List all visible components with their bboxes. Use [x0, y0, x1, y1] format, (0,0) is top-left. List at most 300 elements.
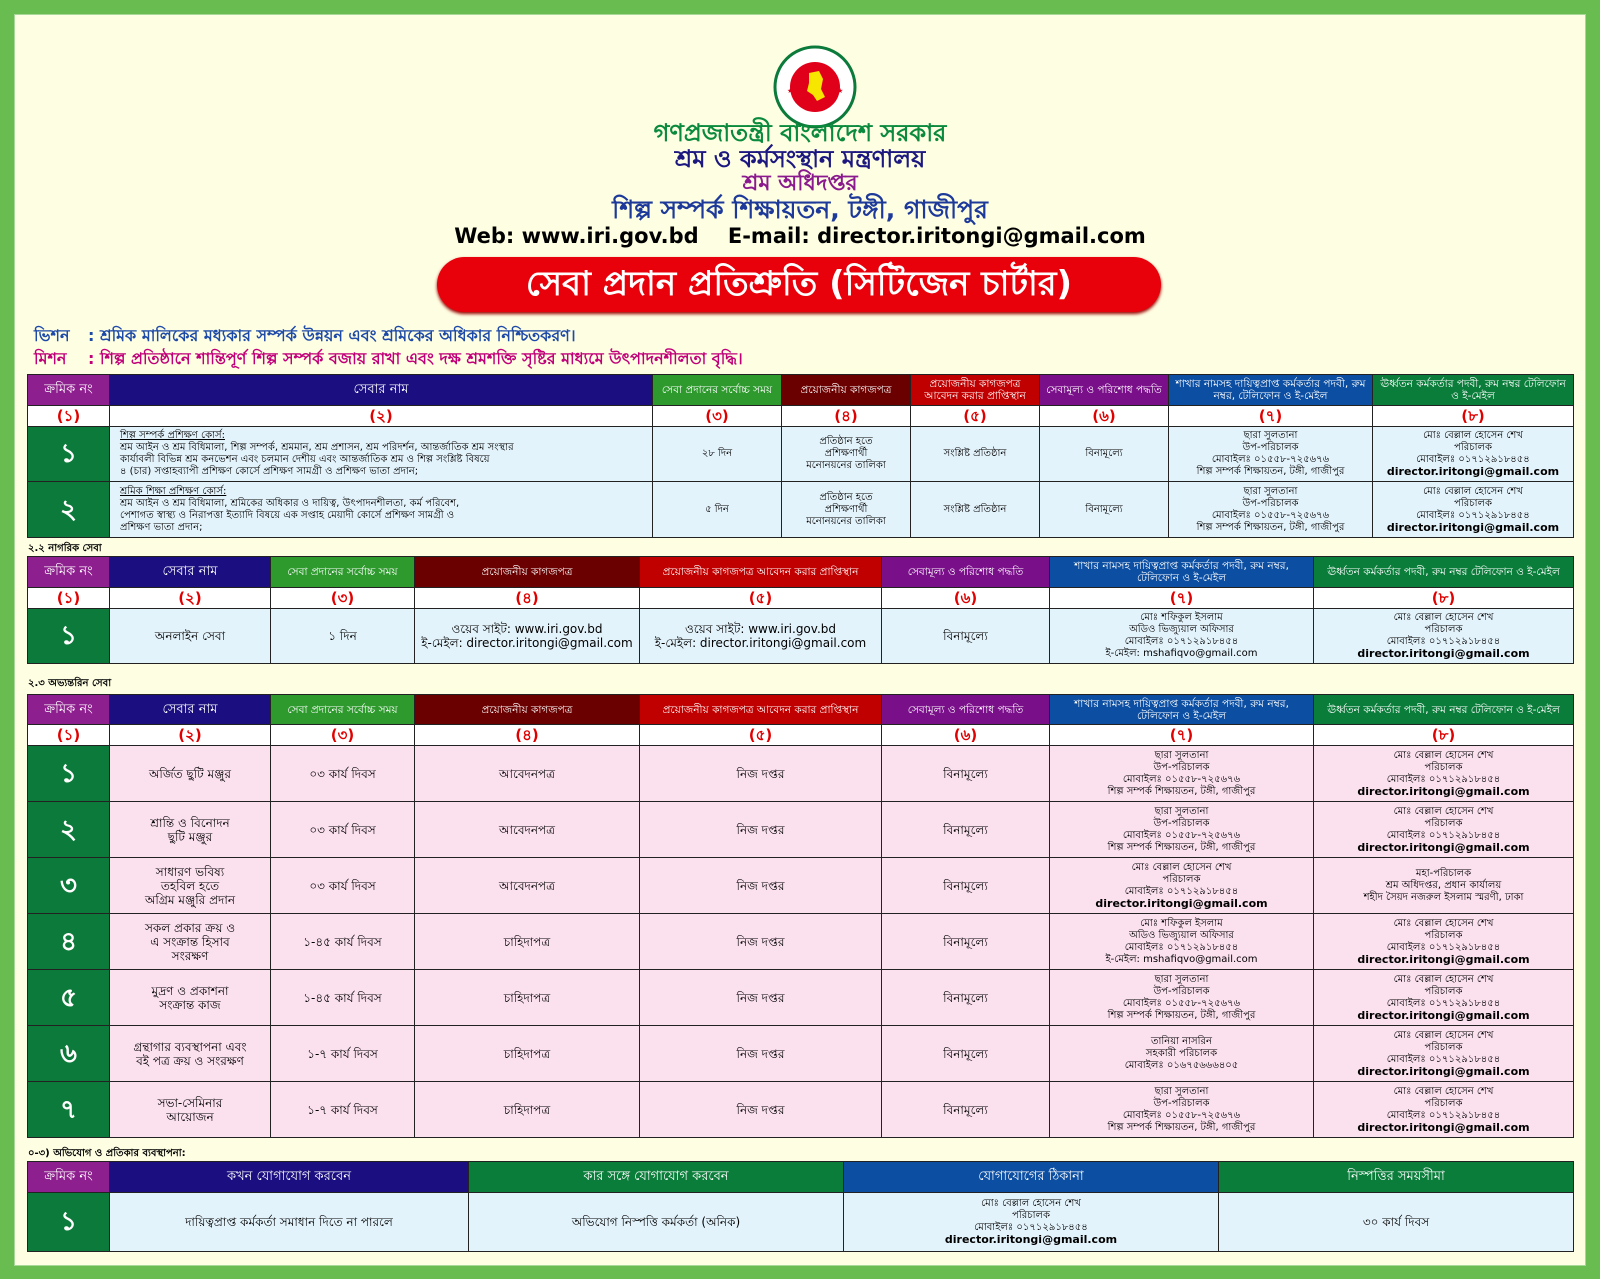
cell-line: সকল প্রকার ক্রয় ও [144, 920, 236, 935]
serial-number [28, 1193, 110, 1252]
table-cell [110, 970, 271, 1026]
column-number: (৫) [911, 406, 1040, 427]
table-row [28, 609, 1574, 664]
table-header-row [28, 375, 1574, 406]
cell-line: পরিচালক [1424, 1097, 1463, 1109]
cell-line: নিজ দপ্তর [736, 766, 785, 781]
serial-text: ১ [60, 758, 77, 789]
cell-line: বিনামূল্যে [1085, 448, 1123, 459]
cell-line: মোবাইলঃ ০১৭১২৯১৮৪৫৪ [1386, 941, 1501, 953]
cell-line: শিল্প সম্পর্ক শিক্ষায়তন, টঙ্গী, গাজীপুর [1107, 841, 1256, 853]
svg-text:★: ★ [837, 87, 844, 95]
column-header: ক্রমিক নং [28, 695, 110, 725]
service-table [27, 1161, 1574, 1252]
table-cell [1050, 802, 1314, 858]
cell-line: মোঃ বেল্লাল হোসেন শেখ [1131, 861, 1232, 873]
table-row [28, 802, 1574, 858]
table-cell [415, 802, 640, 858]
table-cell [653, 482, 782, 538]
table-cell [1314, 970, 1574, 1026]
cell-line: director.iritongi@gmail.com [944, 1233, 1118, 1246]
cell-line: উপ-পরিচালক [1242, 442, 1299, 453]
table-cell [844, 1193, 1219, 1252]
column-number: (৬) [882, 725, 1050, 746]
column-number: (৪) [782, 406, 911, 427]
cell-line: শ্রম অধিদপ্তর, প্রধান কার্যালয় [1385, 879, 1502, 891]
cell-line: বিনামূল্যে [1085, 503, 1123, 515]
table-cell [640, 914, 882, 970]
column-header: প্রয়োজনীয় কাগজপত্র [415, 695, 640, 725]
table-cell [640, 970, 882, 1026]
column-header: সেবার নাম [110, 557, 271, 588]
table-row [28, 1026, 1574, 1082]
cell-line: সংশ্লিষ্ট প্রতিষ্ঠান [943, 503, 1007, 515]
cell-line: সহকারী পরিচালক [1145, 1047, 1218, 1059]
table-cell [882, 1082, 1050, 1138]
table-cell [1050, 858, 1314, 914]
table-header-row [28, 695, 1574, 725]
cell-line: অর্জিত ছুটি মঞ্জুর [149, 766, 231, 781]
table-cell [911, 482, 1040, 538]
cell-line: বিনামূল্যে [943, 878, 988, 893]
cell-line: তানিয়া নাসরিন [1150, 1035, 1212, 1047]
cell-line: ছারা সুলতানা [1243, 485, 1298, 497]
cell-line: এ সংক্রান্ত হিসাব [150, 934, 230, 949]
cell-line: ২৮ দিন [701, 448, 733, 459]
table-cell [882, 914, 1050, 970]
column-header: প্রয়োজনীয় কাগজপত্র আবেদন করার প্রাপ্তিস্থান [911, 375, 1040, 406]
cell-line: শিল্প সম্পর্ক শিক্ষায়তন, টঙ্গী, গাজীপুর [1107, 1121, 1256, 1133]
cell-line: পরিচালক [1424, 929, 1463, 941]
column-number: (৫) [640, 725, 882, 746]
serial-number [28, 1082, 110, 1138]
cell-line: ১-৪৫ কার্য দিবস [303, 934, 382, 949]
column-header: প্রয়োজনীয় কাগজপত্র আবেদন করার প্রাপ্তিস্থান [640, 695, 882, 725]
cell-line: মোবাইলঃ ০১৭১২৯১৮৪৫৪ [1386, 829, 1501, 841]
cell-line: ওয়েব সাইট: www.iri.gov.bd [684, 622, 836, 636]
cell-line: শহীদ সৈয়দ নজরুল ইসলাম স্মরণী, ঢাকা [1363, 891, 1524, 903]
column-number-row [28, 588, 1574, 609]
column-header: সেবামূল্য ও পরিশোধ পদ্ধতি [882, 557, 1050, 588]
column-number: (৫) [640, 588, 882, 609]
service-table [27, 556, 1574, 664]
serial-text: ৫ [60, 982, 77, 1013]
cell-line: নিজ দপ্তর [736, 934, 785, 949]
serial-number [28, 970, 110, 1026]
cell-line: মোবাইলঃ ০১৫৫৮-৭২৫৬৭৬ [1122, 1109, 1241, 1121]
cell-line: ০৩ কার্য দিবস [309, 822, 376, 837]
cell-line: director.iritongi@gmail.com [1357, 1008, 1530, 1022]
table-cell [782, 482, 911, 538]
cell-line: উপ-পরিচালক [1153, 1097, 1210, 1109]
table-row [28, 914, 1574, 970]
cell-line: মোঃ বেল্লাল হোসেন শেখ [1423, 430, 1523, 441]
table-cell [1050, 609, 1314, 664]
table-cell [110, 1193, 469, 1252]
cell-line: তহবিল হতে [160, 878, 220, 893]
table-cell [1040, 427, 1169, 482]
table-cell [882, 609, 1050, 664]
cell-line: director.iritongi@gmail.com [1095, 896, 1268, 910]
cell-line: ছারা সুলতানা [1154, 1085, 1209, 1097]
cell-line: মোবাইলঃ ০১৭১২৯১৮৪৫৪ [974, 1222, 1088, 1233]
table-cell [415, 914, 640, 970]
table-cell [653, 427, 782, 482]
serial-text: ১ [60, 1207, 77, 1237]
column-header: কখন যোগাযোগ করবেন [110, 1162, 469, 1193]
table-cell [271, 1082, 415, 1138]
cell-line: অভিযোগ নিস্পত্তি কর্মকর্তা (অনিক) [571, 1215, 741, 1229]
table-cell [1373, 427, 1574, 482]
cell-line: মোঃ বেল্লাল হোসেন শেখ [1393, 1085, 1494, 1097]
cell-line: অডিও ভিজ্যুয়াল অফিসার [1129, 929, 1234, 941]
cell-line: অগ্রিম মঞ্জুরি প্রদান [145, 892, 235, 907]
cell-line: বিনামূল্যে [943, 1102, 988, 1117]
cell-line: director.iritongi@gmail.com [1357, 784, 1530, 798]
table-cell [271, 609, 415, 664]
cell-line: ছুটি মঞ্জুর [167, 829, 213, 844]
cell-line: director.iritongi@gmail.com [1357, 1120, 1530, 1134]
table-cell [640, 746, 882, 802]
table-cell [110, 427, 653, 482]
cell-line: পরিচালক [1012, 1210, 1050, 1221]
cell-line: ৫ দিন [705, 503, 729, 515]
table-cell [271, 802, 415, 858]
table-caption: ২.২ নাগরিক সেবা [28, 543, 102, 554]
institute-title: শিল্প সম্পর্ক শিক্ষায়তন, টঙ্গী, গাজীপুর [612, 195, 988, 224]
cell-line: বিনামূল্যে [943, 990, 988, 1005]
column-number: (২) [110, 725, 271, 746]
column-header: ক্রমিক নং [28, 375, 110, 406]
column-header: শাখার নামসহ দায়িত্বপ্রাপ্ত কর্মকর্তার পদবী, রুম নম্বর, টেলিফোন ও ই-মেইল [1050, 695, 1314, 725]
ministry-title: শ্রম ও কর্মসংস্থান মন্ত্রণালয় [674, 145, 926, 173]
table-row [28, 970, 1574, 1026]
cell-line: বিনামূল্যে [943, 822, 988, 837]
cell-line: মোঃ বেল্লাল হোসেন শেখ [1393, 612, 1494, 623]
cell-line: ৩০ কার্য দিবস [1362, 1215, 1430, 1229]
web-email-line: Web: www.iri.gov.bd E-mail: director.iritongi@gmail.com [454, 224, 1146, 248]
cell-line: শ্রম আইন ও শ্রম বিধিমালা, শিল্প সম্পর্ক, শ্রমমান, শ্রম প্রশাসন, শ্রম পরিদর্শন, আন্তর্জাতিক শ্রম সংস্থার [120, 442, 514, 453]
column-header: সেবা প্রদানের সর্বোচ্চ সময় [271, 695, 415, 725]
cell-line: সংশ্লিষ্ট প্রতিষ্ঠান [943, 448, 1007, 459]
table-caption: ০-৩) অভিযোগ ও প্রতিকার ব্যবস্থাপনা: [28, 1148, 186, 1159]
cell-line: মোবাইলঃ ০১৫৫৮-৭২৫৬৭৬ [1122, 773, 1241, 785]
column-header: যোগাযোগের ঠিকানা [844, 1162, 1219, 1193]
table-cell [882, 1026, 1050, 1082]
column-number: (৮) [1314, 588, 1574, 609]
column-header: ঊর্ধ্বতন কর্মকর্তার পদবী, রুম নম্বর টেলিফোন ও ই-মেইল [1373, 375, 1574, 406]
cell-line: শ্রম আইন ও শ্রম বিধিমালা, শ্রমিকের অধিকার ও দায়িত্ব, উৎপাদনশীলতা, কর্ম পরিবেশ, [120, 497, 460, 509]
column-number: (৮) [1373, 406, 1574, 427]
column-header: শাখার নামসহ দায়িত্বপ্রাপ্ত কর্মকর্তার পদবী, রুম নম্বর, টেলিফোন ও ই-মেইল [1169, 375, 1373, 406]
column-header: ঊর্ধ্বতন কর্মকর্তার পদবী, রুম নম্বর টেলিফোন ও ই-মেইল [1314, 695, 1574, 725]
cell-line: নিজ দপ্তর [736, 878, 785, 893]
column-header: শাখার নামসহ দায়িত্বপ্রাপ্ত কর্মকর্তার পদবী, রুম নম্বর, টেলিফোন ও ই-মেইল [1050, 557, 1314, 588]
cell-line: উপ-পরিচালক [1153, 761, 1210, 773]
column-number: (১) [28, 725, 110, 746]
cell-line: ০৩ কার্য দিবস [309, 878, 376, 893]
table-cell [271, 1026, 415, 1082]
cell-line: মোবাইলঃ ০১৭১২৯১৮৪৫৪ [1386, 997, 1501, 1009]
table-cell [640, 1082, 882, 1138]
cell-line: দায়িত্বপ্রাপ্ত কর্মকর্তা সমাধান দিতে না পারলে [185, 1215, 393, 1229]
table-cell [110, 609, 271, 664]
cell-line: বিনামূল্যে [943, 766, 988, 781]
serial-number [28, 802, 110, 858]
cell-line: ৪ (চার) সপ্তাহব্যাপী প্রশিক্ষণ কোর্সে প্রশিক্ষণ সামগ্রী ও প্রশিক্ষণ ভাতা প্রদান; [120, 466, 419, 477]
cell-line: উপ-পরিচালক [1153, 985, 1210, 997]
cell-line: ১-৭ কার্য দিবস [307, 1046, 378, 1061]
cell-line: মোবাইলঃ ০১৭১২৯১৮৪৫৪ [1124, 941, 1239, 953]
table-cell [1314, 746, 1574, 802]
cell-line: প্রতিষ্ঠান হতে [819, 491, 873, 503]
table-cell [469, 1193, 844, 1252]
table-cell [640, 802, 882, 858]
cell-line: director.iritongi@gmail.com [1357, 840, 1530, 854]
cell-line: অনলাইন সেবা [154, 629, 226, 643]
table-cell [882, 746, 1050, 802]
table-cell [1373, 482, 1574, 538]
cell-line: প্রতিষ্ঠান হতে [819, 436, 873, 447]
cell-line: মোঃ বেল্লাল হোসেন শেখ [1393, 749, 1494, 761]
cell-line: মহা-পরিচালক [1415, 867, 1472, 879]
column-header: নিস্পত্তির সময়সীমা [1219, 1162, 1574, 1193]
table-cell [415, 858, 640, 914]
cell-line: নিজ দপ্তর [736, 822, 785, 837]
cell-line: নিজ দপ্তর [736, 1046, 785, 1061]
table-row [28, 858, 1574, 914]
cell-line: মোঃ শফিকুল ইসলাম [1140, 917, 1223, 929]
table-cell [1314, 1026, 1574, 1082]
cell-line: পরিচালক [1424, 624, 1463, 635]
table-cell [882, 802, 1050, 858]
cell-line: পেশাগত স্বাস্থ্য ও নিরাপত্তা ইত্যাদি বিষয়ে এক সপ্তাহ মেয়াদী কোর্সে প্রশিক্ষণ সামগ্রী ও [120, 509, 455, 521]
cell-line: সংরক্ষণ [171, 948, 209, 963]
table-header-row [28, 557, 1574, 588]
column-header: ঊর্ধ্বতন কর্মকর্তার পদবী, রুম নম্বর টেলিফোন ও ই-মেইল [1314, 557, 1574, 588]
service-table [27, 694, 1574, 1138]
table-cell [1040, 482, 1169, 538]
column-number: (১) [28, 588, 110, 609]
cell-line: director.iritongi@gmail.com [1357, 1064, 1530, 1078]
cell-line: মনোনয়নের তালিকা [806, 460, 886, 471]
cell-line: প্রশিক্ষণার্থী [824, 448, 868, 459]
column-header: ক্রমিক নং [28, 1162, 110, 1193]
cell-line: মোঃ শফিকুল ইসলাম [1140, 612, 1223, 623]
cell-line: ছারা সুলতানা [1154, 973, 1209, 985]
cell-line: মোবাইলঃ ০১৭১২৯১৮৪৫৪ [1386, 1109, 1501, 1121]
vision-label: ভিশন [34, 326, 70, 345]
serial-text: ২ [60, 814, 77, 845]
department-title: শ্রম অধিদপ্তর [742, 171, 858, 196]
cell-line: উপ-পরিচালক [1153, 817, 1210, 829]
table-cell [1050, 1082, 1314, 1138]
table-cell [640, 1026, 882, 1082]
cell-line: মোবাইলঃ ০১৬৭৫৬৬৬৪০৫ [1124, 1059, 1239, 1071]
cell-line: ই-মেইল: mshafiqvo@gmail.com [1105, 648, 1258, 659]
citizen-charter-banner: সেবা প্রদান প্রতিশ্রুতি (সিটিজেন চার্টার) [437, 257, 1161, 312]
serial-text: ৪ [60, 926, 77, 957]
table-cell [415, 746, 640, 802]
cell-line: পরিচালক [1454, 442, 1492, 453]
table-cell [415, 970, 640, 1026]
serial-number [28, 482, 110, 538]
table-cell [640, 609, 882, 664]
svg-text:★: ★ [787, 87, 794, 95]
cell-line: শিল্প সম্পর্ক প্রশিক্ষণ কোর্স: [120, 430, 225, 441]
cell-line: সংক্রান্ত কাজ [159, 997, 221, 1012]
table-cell [110, 1026, 271, 1082]
column-number: (১) [28, 406, 110, 427]
serial-text: ২ [60, 494, 77, 525]
cell-line: মোবাইলঃ ০১৭১২৯১৮৪৫৪ [1124, 636, 1239, 647]
table-header-row [28, 1162, 1574, 1193]
column-header: সেবার নাম [110, 695, 271, 725]
table-cell [271, 914, 415, 970]
table-cell [1314, 1082, 1574, 1138]
cell-line: মোঃ বেল্লাল হোসেন শেখ [1393, 917, 1494, 929]
vision-text: : শ্রমিক মালিকের মধ্যকার সম্পর্ক উন্নয়ন এবং শ্রমিকের অধিকার নিশ্চিতকরণ। [88, 326, 576, 345]
column-number: (৭) [1050, 725, 1314, 746]
cell-line: সভা-সেমিনার [157, 1095, 223, 1110]
column-number: (৩) [271, 588, 415, 609]
cell-line: বিনামূল্যে [943, 934, 988, 949]
cell-line: মোঃ বেল্লাল হোসেন শেখ [1393, 973, 1494, 985]
mission-text: : শিল্প প্রতিষ্ঠানে শান্তিপূর্ণ শিল্প সম্পর্ক বজায় রাখা এবং দক্ষ শ্রমশক্তি সৃষ্টির মাধ্যমে উৎপাদনশীলতা বৃদ্ধি। [88, 349, 743, 368]
cell-line: অডিও ভিজ্যুয়াল অফিসার [1129, 624, 1234, 635]
cell-line: ই-মেইল: director.iritongi@gmail.com [654, 636, 867, 650]
serial-number [28, 1026, 110, 1082]
serial-number [28, 858, 110, 914]
table-cell [415, 609, 640, 664]
column-header: সেবা প্রদানের সর্বোচ্চ সময় [653, 375, 782, 406]
table-row [28, 1193, 1574, 1252]
cell-line: শিল্প সম্পর্ক শিক্ষায়তন, টঙ্গী, গাজীপুর [1107, 785, 1256, 797]
table-cell [110, 482, 653, 538]
table-cell [271, 858, 415, 914]
cell-line: পরিচালক [1424, 761, 1463, 773]
table-caption: ২.৩ অভ্যন্তরিন সেবা [28, 678, 112, 689]
cell-line: আবেদনপত্র [499, 822, 555, 837]
table-cell [415, 1026, 640, 1082]
table-cell [882, 970, 1050, 1026]
table-cell [415, 1082, 640, 1138]
column-number: (৬) [882, 588, 1050, 609]
cell-line: প্রশিক্ষণার্থী [824, 503, 868, 515]
serial-text: ১ [60, 621, 77, 651]
column-header: সেবার নাম [110, 375, 653, 406]
mission-label: মিশন [34, 349, 67, 368]
cell-line: চাহিদাপত্র [503, 990, 551, 1005]
table-cell [110, 802, 271, 858]
cell-line: মোবাইলঃ ০১৭১২৯১৮৪৫৪ [1416, 509, 1530, 521]
cell-line: director.iritongi@gmail.com [1357, 647, 1530, 660]
column-number: (৩) [271, 725, 415, 746]
cell-line: director.iritongi@gmail.com [1357, 952, 1530, 966]
column-number: (৬) [1040, 406, 1169, 427]
cell-line: সাধারণ ভবিষ্য [155, 864, 225, 879]
cell-line: শিল্প সম্পর্ক শিক্ষায়তন, টঙ্গী, গাজীপুর [1196, 521, 1345, 533]
mission-line [34, 346, 743, 373]
cell-line: প্রশিক্ষণ ভাতা প্রদান; [120, 521, 203, 533]
cell-line: ওয়েব সাইট: www.iri.gov.bd [451, 622, 603, 636]
table-cell [1169, 482, 1373, 538]
cell-line: পরিচালক [1424, 985, 1463, 997]
table-cell [911, 427, 1040, 482]
table-cell [1050, 970, 1314, 1026]
cell-line: ছারা সুলতানা [1243, 430, 1298, 441]
serial-number [28, 609, 110, 664]
table-cell [1314, 914, 1574, 970]
service-table [27, 374, 1574, 538]
cell-line: মোবাইলঃ ০১৫৫৮-৭২৫৬৭৬ [1211, 509, 1330, 521]
cell-line: মোবাইলঃ ০১৫৫৮-৭২৫৬৭৬ [1122, 997, 1241, 1009]
column-header: সেবা প্রদানের সর্বোচ্চ সময় [271, 557, 415, 588]
cell-line: ছারা সুলতানা [1154, 805, 1209, 817]
cell-line: director.iritongi@gmail.com [1386, 520, 1560, 534]
column-number: (৭) [1050, 588, 1314, 609]
cell-line: গ্রন্থাগার ব্যবস্থাপনা এবং [133, 1039, 247, 1054]
cell-line: বিনামূল্যে [943, 1046, 988, 1061]
cell-line: শ্রান্তি ও বিনোদন [150, 815, 230, 830]
cell-line: নিজ দপ্তর [736, 990, 785, 1005]
column-number: (২) [110, 406, 653, 427]
column-number: (৭) [1169, 406, 1373, 427]
column-number: (৪) [415, 725, 640, 746]
table-cell [1314, 802, 1574, 858]
cell-line: মোঃ বেল্লাল হোসেন শেখ [1423, 485, 1523, 497]
cell-line: মোবাইলঃ ০১৭১২৯১৮৪৫৪ [1386, 1053, 1501, 1065]
cell-line: কার্যাবলী বিভিন্ন শ্রম কনভেশন এবং চলমান দেশীয় এবং আন্তর্জাতিক শ্রম ও শিল্প সংশ্লিষ্ট বিষয়ে [120, 454, 490, 465]
column-number: (৮) [1314, 725, 1574, 746]
cell-line: বই পত্র ক্রয় ও সংরক্ষণ [136, 1053, 244, 1068]
table-cell [1314, 609, 1574, 664]
cell-line: শিল্প সম্পর্ক শিক্ষায়তন, টঙ্গী, গাজীপুর [1196, 466, 1345, 477]
cell-line: director.iritongi@gmail.com [1386, 465, 1560, 478]
cell-line: উপ-পরিচালক [1242, 497, 1299, 509]
serial-number [28, 914, 110, 970]
column-number: (৪) [415, 588, 640, 609]
cell-line: মোবাইলঃ ০১৭১২৯১৮৪৫৪ [1386, 773, 1501, 785]
table-cell [110, 746, 271, 802]
cell-line: শিল্প সম্পর্ক শিক্ষায়তন, টঙ্গী, গাজীপুর [1107, 1009, 1256, 1021]
cell-line: পরিচালক [1424, 1041, 1463, 1053]
cell-line: শ্রমিক শিক্ষা প্রশিক্ষণ কোর্স: [120, 485, 227, 497]
cell-line: বিনামূল্যে [943, 629, 988, 643]
table-row [28, 746, 1574, 802]
table-cell [640, 858, 882, 914]
table-cell [782, 427, 911, 482]
table-cell [110, 914, 271, 970]
cell-line: মোঃ বেল্লাল হোসেন শেখ [981, 1198, 1081, 1209]
table-cell [1050, 746, 1314, 802]
column-number: (২) [110, 588, 271, 609]
cell-line: ১ দিন [328, 629, 357, 643]
cell-line: চাহিদাপত্র [503, 934, 551, 949]
table-cell [271, 970, 415, 1026]
table-cell [110, 1082, 271, 1138]
cell-line: মনোনয়নের তালিকা [806, 515, 886, 527]
cell-line: মুদ্রণ ও প্রকাশনা [151, 983, 229, 998]
cell-line: ১-৪৫ কার্য দিবস [303, 990, 382, 1005]
table-cell [1050, 1026, 1314, 1082]
cell-line: মোবাইলঃ ০১৭১২৯১৮৪৫৪ [1416, 454, 1530, 465]
column-header: সেবামূল্য ও পরিশোধ পদ্ধতি [1040, 375, 1169, 406]
cell-line: মোবাইলঃ ০১৫৫৮-৭২৫৬৭৬ [1211, 454, 1330, 465]
column-header: সেবামূল্য ও পরিশোধ পদ্ধতি [882, 695, 1050, 725]
cell-line: ই-মেইল: mshafiqvo@gmail.com [1105, 953, 1258, 965]
cell-line: মোঃ বেল্লাল হোসেন শেখ [1393, 1029, 1494, 1041]
